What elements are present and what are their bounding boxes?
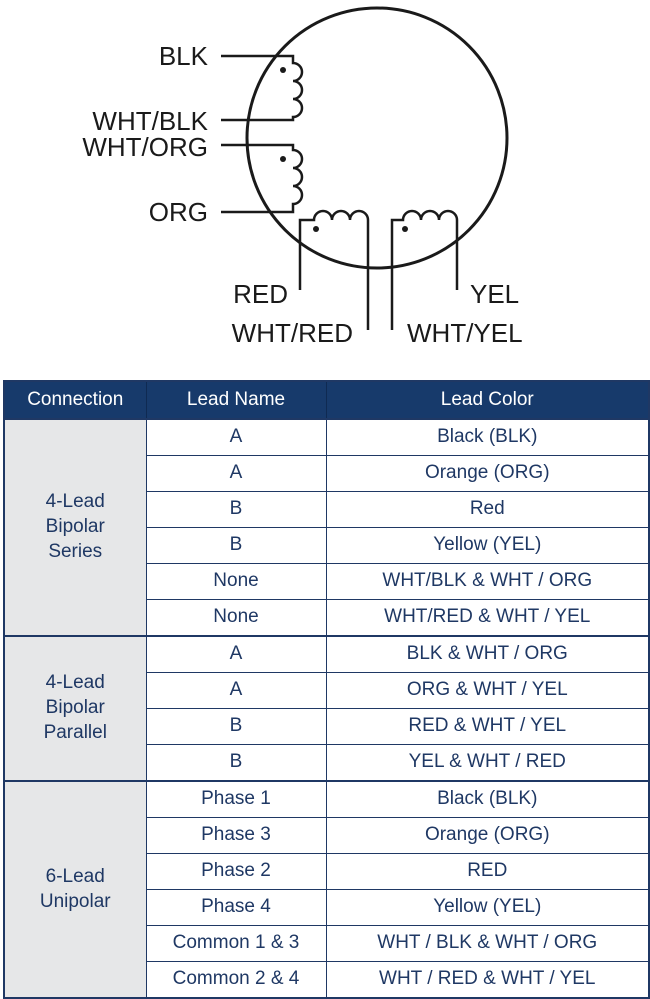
header-connection: Connection — [4, 381, 146, 419]
lead-name-cell: Common 1 & 3 — [146, 926, 326, 962]
lead-color-cell: BLK & WHT / ORG — [326, 636, 649, 673]
lead-color-cell: RED & WHT / YEL — [326, 709, 649, 745]
lead-name-cell: B — [146, 492, 326, 528]
lead-name-cell: Phase 4 — [146, 890, 326, 926]
lead-name-cell: Phase 3 — [146, 818, 326, 854]
lead-color-cell: WHT/RED & WHT / YEL — [326, 600, 649, 637]
lead-name-cell: B — [146, 528, 326, 564]
table-row — [4, 781, 649, 818]
coil-a-lower-dot — [280, 156, 286, 162]
lead-name-cell: B — [146, 745, 326, 782]
lead-label-wht-red: WHT/RED — [231, 318, 353, 348]
lead-color-cell: WHT / RED & WHT / YEL — [326, 962, 649, 999]
lead-label-yel: YEL — [470, 279, 520, 309]
table-row — [4, 419, 649, 456]
coil-a-upper-dot — [280, 67, 286, 73]
lead-label-red: RED — [233, 279, 288, 309]
lead-color-cell: Orange (ORG) — [326, 818, 649, 854]
wiring-table — [3, 380, 650, 999]
lead-name-cell: A — [146, 636, 326, 673]
lead-name-cell: A — [146, 419, 326, 456]
lead-color-cell: RED — [326, 854, 649, 890]
motor-wiring-diagram — [0, 0, 650, 370]
lead-color-cell: Red — [326, 492, 649, 528]
lead-name-cell: A — [146, 673, 326, 709]
lead-name-cell: A — [146, 456, 326, 492]
lead-label-org: ORG — [148, 197, 208, 227]
lead-color-cell: WHT/BLK & WHT / ORG — [326, 564, 649, 600]
lead-color-cell: Black (BLK) — [326, 781, 649, 818]
lead-name-cell: None — [146, 600, 326, 637]
lead-label-blk: BLK — [158, 41, 208, 71]
group-4-lead-bipolar-series — [4, 419, 649, 636]
lead-color-cell: WHT / BLK & WHT / ORG — [326, 926, 649, 962]
lead-label-wht-blk: WHT/BLK — [92, 106, 208, 136]
lead-name-cell: None — [146, 564, 326, 600]
table-header-row — [4, 381, 649, 419]
coil-b-right-dot — [402, 226, 408, 232]
lead-name-cell: Common 2 & 4 — [146, 962, 326, 999]
lead-name-cell: B — [146, 709, 326, 745]
lead-color-cell: Orange (ORG) — [326, 456, 649, 492]
header-lead-color: Lead Color — [326, 381, 649, 419]
lead-label-wht-org: WHT/ORG — [82, 132, 208, 162]
coil-b-left-dot — [313, 226, 319, 232]
lead-color-cell: YEL & WHT / RED — [326, 745, 649, 782]
motor-body-circle — [247, 8, 507, 268]
table-row — [4, 636, 649, 673]
lead-color-cell: Yellow (YEL) — [326, 890, 649, 926]
header-lead-name: Lead Name — [146, 381, 326, 419]
connection-cell: 4-Lead Bipolar Parallel — [4, 636, 146, 781]
lead-label-wht-yel: WHT/YEL — [407, 318, 523, 348]
lead-name-cell: Phase 2 — [146, 854, 326, 890]
lead-color-cell: Black (BLK) — [326, 419, 649, 456]
lead-color-cell: Yellow (YEL) — [326, 528, 649, 564]
connection-cell: 4-Lead Bipolar Series — [4, 419, 146, 636]
lead-name-cell: Phase 1 — [146, 781, 326, 818]
coil-b-right — [392, 211, 457, 330]
group-6-lead-unipolar — [4, 781, 649, 998]
coil-b-left — [300, 211, 368, 330]
group-4-lead-bipolar-parallel — [4, 636, 649, 781]
coil-a-upper — [221, 56, 302, 120]
coil-a-lower — [221, 145, 302, 212]
connection-cell: 6-Lead Unipolar — [4, 781, 146, 998]
lead-color-cell: ORG & WHT / YEL — [326, 673, 649, 709]
